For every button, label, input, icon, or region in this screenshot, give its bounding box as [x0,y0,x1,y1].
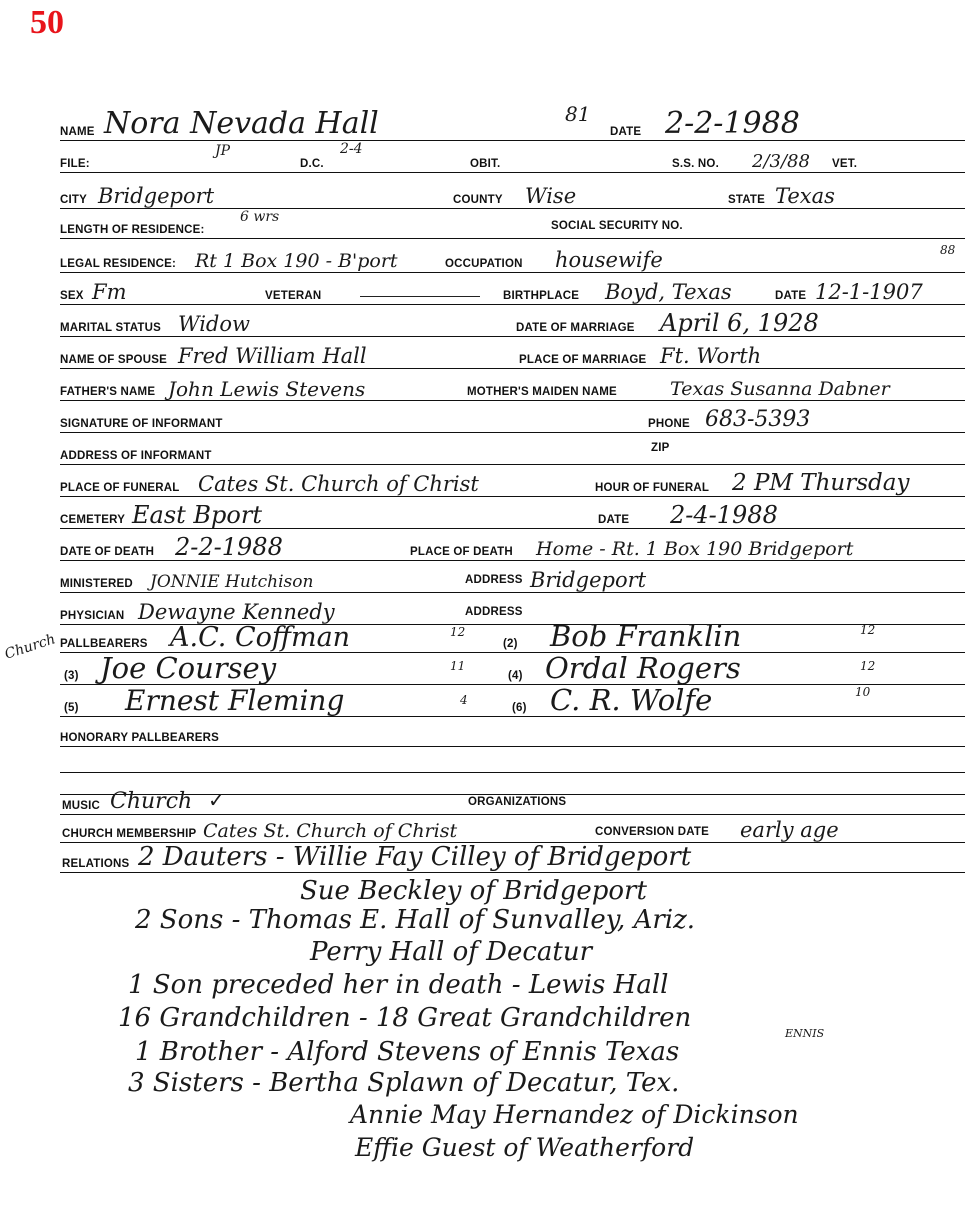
pallbearer-6-label: (6) [512,702,527,714]
honorary-line-3[interactable] [60,772,965,795]
relations-line-9[interactable]: Annie May Hernandez of Dickinson [350,1100,799,1129]
pallbearer-3-number: 11 [450,659,466,673]
organizations-label: ORGANIZATIONS [468,796,567,808]
funeral-date-label: DATE [598,514,630,526]
sex-label: SEX [60,290,84,302]
death-date-value[interactable]: 2-2-1988 [175,533,283,561]
legal-residence-value[interactable]: Rt 1 Box 190 - B'port [195,250,398,272]
marital-value[interactable]: Widow [178,312,250,336]
pallbearer-5-label: (5) [64,702,79,714]
residence-value[interactable]: 6 wrs [240,209,280,225]
conversion-value[interactable]: early age [740,818,839,842]
physician-label: PHYSICIAN [60,610,125,622]
pallbearer-6[interactable]: C. R. Wolfe [550,683,713,717]
marital-row [60,304,965,337]
funeral-date-value[interactable]: 2-4-1988 [670,501,778,529]
name-value[interactable]: Nora Nevada Hall [104,106,379,141]
conversion-label: CONVERSION DATE [595,826,709,838]
minister-address-value[interactable]: Bridgeport [530,568,647,592]
vet-label: VET. [832,158,858,170]
church-row [60,814,965,843]
church-label: CHURCH MEMBERSHIP [62,828,197,840]
birthplace-label: BIRTHPLACE [503,290,580,302]
pallbearers-row-2 [60,652,965,685]
file-row [60,140,965,173]
relations-line-7[interactable]: 1 Brother - Alford Stevens of Ennis Texas [135,1037,680,1067]
birth-date-label: DATE [775,290,807,302]
mother-label: MOTHER'S MAIDEN NAME [467,386,617,398]
cemetery-row [60,496,965,529]
state-label: STATE [728,194,765,206]
church-value[interactable]: Cates St. Church of Christ [203,820,458,842]
residence-label: LENGTH OF RESIDENCE: [60,224,205,236]
minister-value[interactable]: JONNIE Hutchison [150,572,314,592]
relations-label: RELATIONS [62,858,130,870]
mother-value[interactable]: Texas Susanna Dabner [670,378,890,400]
relations-line-5[interactable]: 1 Son preceded her in death - Lewis Hall [128,970,669,1000]
pallbearer-1[interactable]: A.C. Coffman [170,622,351,653]
pallbearer-5[interactable]: Ernest Fleming [125,684,345,717]
minister-label: MINISTERED [60,578,133,590]
pallbearer-1-number: 12 [450,625,466,639]
relations-line-8[interactable]: 3 Sisters - Bertha Splawn of Decatur, Tex. [128,1068,680,1098]
date-value[interactable]: 2-2-1988 [665,106,800,141]
pallbearers-row-1 [60,619,965,653]
hour-label: HOUR OF FUNERAL [595,482,710,494]
music-row [60,788,965,815]
legal-residence-label: LEGAL RESIDENCE: [60,258,177,270]
pallbearers-row-3 [60,684,965,717]
legal-residence-row [60,240,965,273]
marriage-date-value[interactable]: April 6, 1928 [660,309,819,337]
dc-label: D.C. [300,158,324,170]
pallbearer-4[interactable]: Ordal Rogers [545,651,741,685]
music-label: MUSIC [62,800,101,812]
margin-note-church: Church [2,631,58,663]
name-row [60,104,965,141]
funeral-label: PLACE OF FUNERAL [60,482,180,494]
physician-address-label: ADDRESS [465,606,523,618]
honorary-label: HONORARY PALLBEARERS [60,732,220,744]
physician-value[interactable]: Dewayne Kennedy [138,600,335,624]
city-row [60,176,965,209]
relations-line-4[interactable]: Perry Hall of Decatur [310,937,593,967]
county-label: COUNTY [453,194,503,206]
place-of-death-label: PLACE OF DEATH [410,546,513,558]
name-label: NAME [60,126,95,138]
age-value[interactable]: 81 [565,102,591,126]
zip-label: ZIP [651,442,670,454]
place-of-death-value[interactable]: Home - Rt. 1 Box 190 Bridgeport [536,538,854,560]
obit-label: OBIT. [470,158,501,170]
page-number: 50 [30,4,64,41]
cemetery-label: CEMETERY [60,514,126,526]
death-row [60,528,965,561]
relations-line-10[interactable]: Effie Guest of Weatherford [355,1133,695,1162]
sex-value[interactable]: Fm [92,280,127,304]
place-of-marriage-value[interactable]: Ft. Worth [660,344,762,368]
sex-row [60,272,965,305]
spouse-label: NAME OF SPOUSE [60,354,167,366]
hour-value[interactable]: 2 PM Thursday [732,470,910,496]
father-label: FATHER'S NAME [60,386,156,398]
check-mark-icon: ✓ [208,788,225,812]
residence-row [60,208,965,239]
place-of-marriage-label: PLACE OF MARRIAGE [519,354,647,366]
address-informant-label: ADDRESS OF INFORMANT [60,450,212,462]
informant-label: SIGNATURE OF INFORMANT [60,418,223,430]
death-date-label: DATE OF DEATH [60,546,155,558]
city-value[interactable]: Bridgeport [98,184,215,208]
file-value[interactable]: JP [215,143,231,159]
father-row [60,368,965,401]
music-value[interactable]: Church [110,789,193,814]
birthplace-value[interactable]: Boyd, Texas [605,280,732,304]
minister-address-label: ADDRESS [465,574,523,586]
marital-label: MARITAL STATUS [60,322,161,334]
informant-row [60,400,965,433]
pallbearer-3-label: (3) [64,670,79,682]
marriage-date-label: DATE OF MARRIAGE [516,322,635,334]
funeral-value[interactable]: Cates St. Church of Christ [198,472,479,496]
funeral-row [60,464,965,497]
ss-value[interactable]: 2/3/88 [752,151,810,172]
pallbearers-label: PALLBEARERS [60,638,148,650]
honorary-line-2[interactable] [60,746,965,773]
physician-row [60,592,965,625]
pallbearer-2-number: 12 [860,623,876,637]
relations-line-1[interactable]: 2 Dauters - Willie Fay Cilley of Bridgeport [138,842,692,872]
relations-line-6[interactable]: 16 Grandchildren - 18 Great Grandchildren [118,1003,692,1033]
pallbearer-2-label: (2) [503,638,518,650]
city-label: CITY [60,194,87,206]
pallbearer-3[interactable]: Joe Coursey [100,651,277,685]
phone-label: PHONE [648,418,690,430]
pallbearer-4-number: 12 [860,659,876,673]
pallbearer-6-number: 10 [855,685,871,699]
veteran-dash [360,296,480,298]
father-value[interactable]: John Lewis Stevens [168,377,366,401]
ssn-label: SOCIAL SECURITY NO. [551,220,683,232]
veteran-label: VETERAN [265,290,322,302]
occupation-label: OCCUPATION [445,258,523,270]
phone-value[interactable]: 683-5393 [705,407,811,432]
age-note: 88 [940,243,956,257]
relations-line-3[interactable]: 2 Sons - Thomas E. Hall of Sunvalley, Ariz. [135,905,696,935]
address-informant-row [60,432,965,465]
relations-line-2[interactable]: Sue Beckley of Bridgeport [300,876,647,906]
pallbearer-4-label: (4) [508,670,523,682]
birth-date-value[interactable]: 12-1-1907 [815,280,923,304]
dc-value[interactable]: 2-4 [340,141,363,157]
file-label: FILE: [60,158,90,170]
ss-label: S.S. NO. [672,158,719,170]
spouse-value[interactable]: Fred William Hall [178,344,367,368]
county-value[interactable]: Wise [525,184,577,208]
state-value[interactable]: Texas [775,184,835,208]
pallbearer-2[interactable]: Bob Franklin [550,619,742,653]
date-label: DATE [610,126,642,138]
occupation-value[interactable]: housewife [555,248,663,272]
spouse-row [60,336,965,369]
minister-row [60,560,965,593]
pallbearer-5-number: 4 [460,693,468,707]
honorary-row [60,716,965,747]
ennis-note: ENNIS [785,1027,825,1040]
cemetery-value[interactable]: East Bport [132,501,262,529]
